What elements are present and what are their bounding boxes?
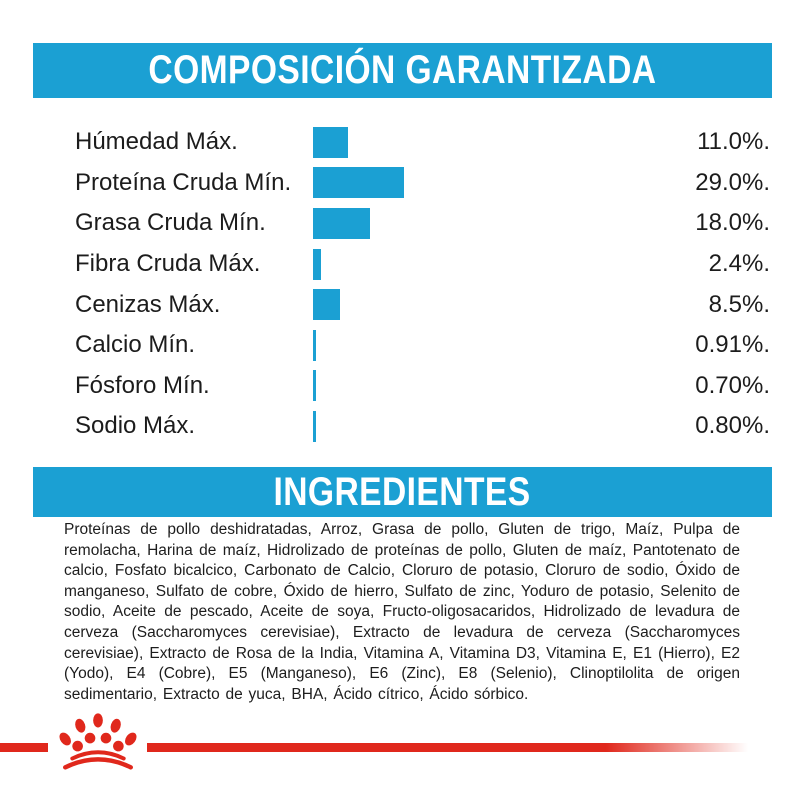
bar-area bbox=[313, 167, 652, 198]
composition-title: COMPOSICIÓN GARANTIZADA bbox=[148, 48, 657, 92]
nutrient-row bbox=[33, 366, 772, 407]
nutrient-value: 2.4%. bbox=[708, 250, 770, 278]
bar-area bbox=[313, 208, 652, 239]
nutrient-value: 11.0%. bbox=[697, 128, 770, 156]
nutrient-label: Húmedad Máx. bbox=[75, 128, 238, 156]
value-bar bbox=[313, 127, 348, 158]
bar-area bbox=[313, 249, 652, 280]
nutrient-value: 18.0%. bbox=[695, 209, 770, 237]
nutrient-row bbox=[33, 244, 772, 285]
nutrient-row bbox=[33, 325, 772, 366]
value-bar bbox=[313, 167, 404, 198]
nutrient-value: 0.70%. bbox=[695, 371, 770, 399]
nutrient-label: Grasa Cruda Mín. bbox=[75, 209, 266, 237]
value-bar bbox=[313, 411, 316, 442]
ingredients-header-bar bbox=[33, 467, 772, 517]
composition-header-bar bbox=[33, 43, 772, 98]
bar-area bbox=[313, 370, 652, 401]
value-bar bbox=[313, 289, 340, 320]
bar-area bbox=[313, 330, 652, 361]
bar-area bbox=[313, 289, 652, 320]
nutrient-label: Cenizas Máx. bbox=[75, 290, 221, 318]
crown-paw-logo-icon bbox=[53, 708, 143, 770]
value-bar bbox=[313, 249, 321, 280]
bar-area bbox=[313, 127, 652, 158]
nutrient-label: Fósforo Mín. bbox=[75, 371, 210, 399]
nutrient-label: Calcio Mín. bbox=[75, 331, 196, 359]
nutrient-label: Sodio Máx. bbox=[75, 412, 196, 440]
bar-area bbox=[313, 411, 652, 442]
nutrient-row bbox=[33, 203, 772, 244]
value-bar bbox=[313, 208, 370, 239]
nutrient-row bbox=[33, 284, 772, 325]
nutrient-value: 0.80%. bbox=[695, 412, 770, 440]
nutrient-label: Fibra Cruda Máx. bbox=[75, 250, 261, 278]
ingredients-paragraph: Proteínas de pollo deshidratadas, Arroz, Grasa de pollo, Gluten de trigo, Maíz, Pulpa de remolacha, Harina de maíz, Hidrolizado de proteínas de pollo, Gluten de maíz, Pantotenato de calcio, Fosfato bicalcico, Carbonato de Calcio, Cloruro de potasio, Cloruro de sodio, Óxido de manganeso, Sulfato de cobre, Óxido de hierro, Sulfato de zinc, Yoduro de potasio, Selenito de sodio, Aceite de pescado, Aceite de soya, Fructo-oligosacaridos, Hidrolizado de levadura de cerveza (Saccharomyces cerevisiae), Extracto de levadura de cerveza (Saccharomyces cerevisiae), Extracto de Rosa de la India, Vitamina A, Vitamina D3, Vitamina E, E1 (Hierro), E2 (Yodo), E4 (Cobre), E5 (Manganeso), E6 (Zinc), E8 (Selenio), Clinoptilolita de origen sedimentario, Extracto de yuca, BHA, Ácido cítrico, Ácido sórbico. bbox=[64, 521, 740, 703]
value-bar bbox=[313, 370, 316, 401]
nutrient-value: 29.0%. bbox=[695, 168, 770, 196]
nutrient-row bbox=[33, 163, 772, 204]
ingredients-title: INGREDIENTES bbox=[273, 469, 532, 514]
nutrient-label: Proteína Cruda Mín. bbox=[75, 168, 292, 196]
crown-paw-logo bbox=[48, 706, 147, 772]
nutrient-value: 0.91%. bbox=[695, 331, 770, 359]
value-bar bbox=[313, 330, 316, 361]
nutrient-row bbox=[33, 122, 772, 163]
nutrient-row bbox=[33, 406, 772, 447]
guaranteed-analysis-chart bbox=[33, 122, 772, 447]
nutrient-value: 8.5%. bbox=[708, 290, 770, 318]
